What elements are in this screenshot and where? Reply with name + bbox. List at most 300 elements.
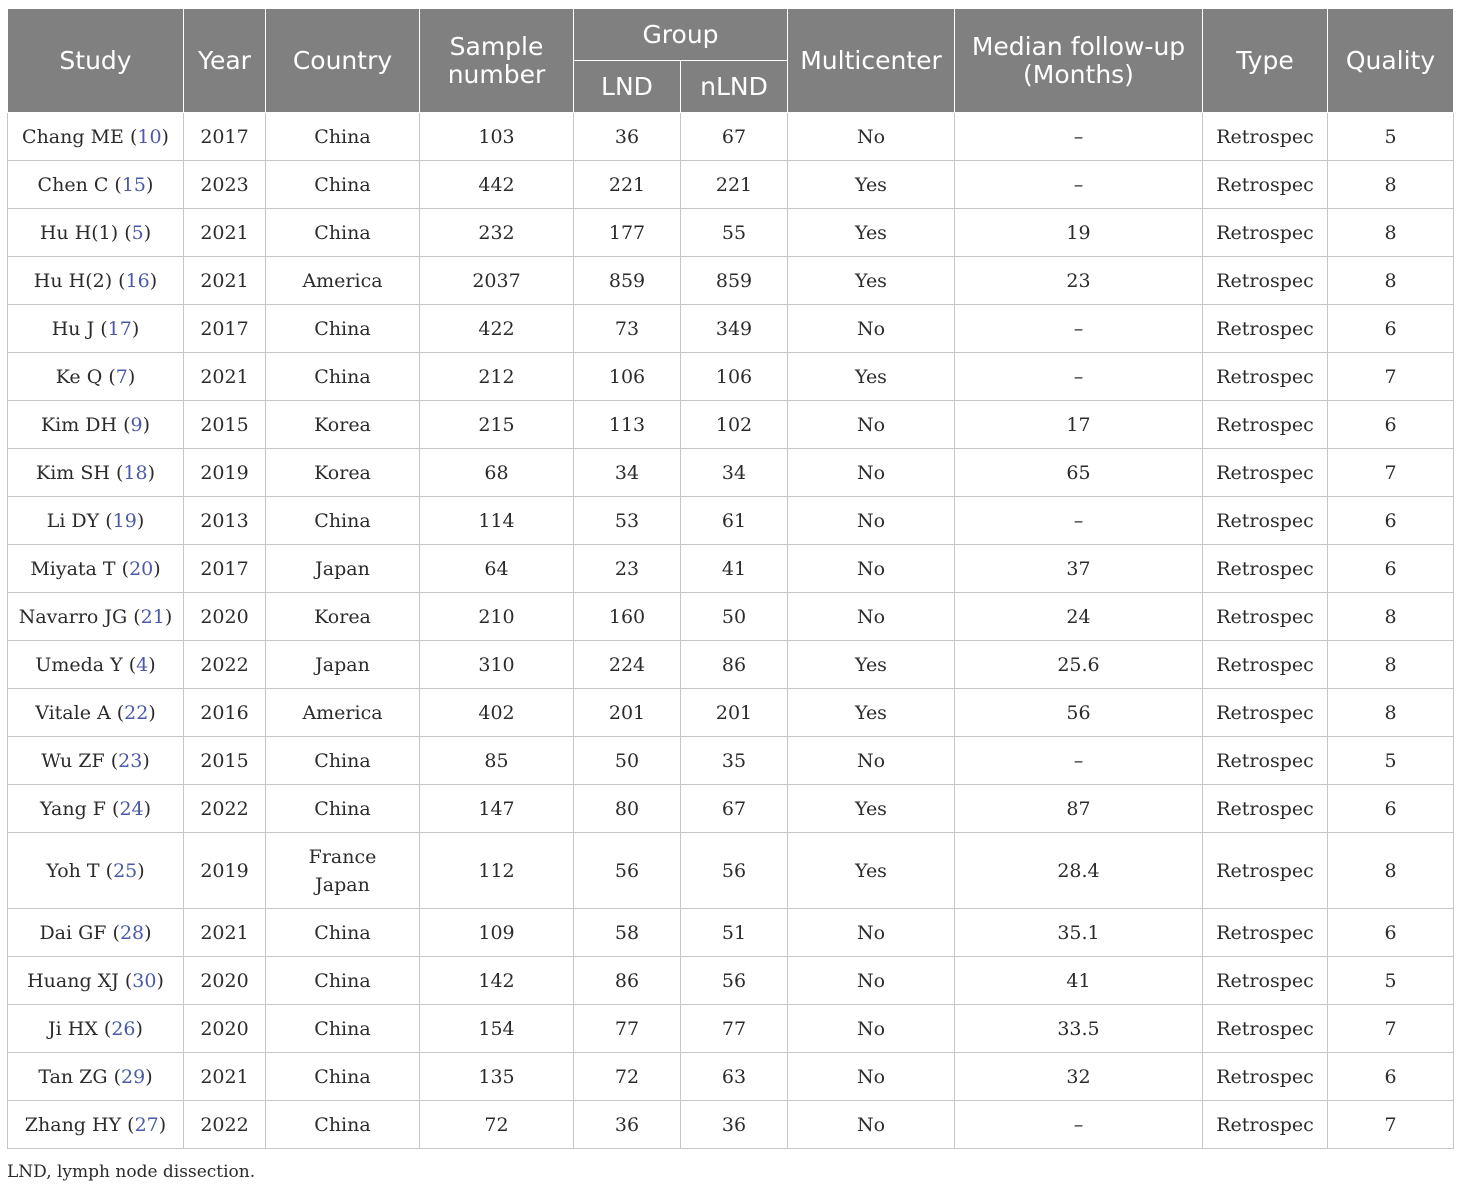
ref-close-paren: ) — [142, 749, 150, 772]
cell-median-followup: – — [955, 353, 1203, 401]
reference-link[interactable]: 17 — [107, 317, 132, 340]
cell-study — [8, 957, 184, 1005]
country-name: France — [308, 845, 377, 868]
cell-type: Retrospec — [1203, 737, 1328, 785]
cell-lnd: 160 — [574, 593, 681, 641]
cell-lnd: 53 — [574, 497, 681, 545]
cell-quality: 8 — [1328, 593, 1454, 641]
cell-year: 2021 — [184, 1053, 266, 1101]
cell-study — [8, 113, 184, 161]
ref-close-paren: ) — [131, 317, 140, 340]
study-table-container — [7, 8, 1453, 1149]
cell-quality: 7 — [1328, 353, 1454, 401]
cell-type: Retrospec — [1203, 909, 1328, 957]
ref-open-paren: ( — [109, 461, 124, 484]
table-row — [8, 257, 1454, 305]
ref-close-paren: ) — [148, 653, 156, 676]
cell-study — [8, 689, 184, 737]
cell-sample-number: 147 — [420, 785, 574, 833]
cell-type: Retrospec — [1203, 209, 1328, 257]
cell-study — [8, 257, 184, 305]
header-group: Group — [574, 9, 788, 61]
cell-nlnd: 51 — [681, 909, 788, 957]
cell-lnd: 56 — [574, 833, 681, 909]
cell-study — [8, 641, 184, 689]
cell-year: 2015 — [184, 737, 266, 785]
cell-study — [8, 737, 184, 785]
cell-lnd: 221 — [574, 161, 681, 209]
cell-year: 2017 — [184, 113, 266, 161]
cell-lnd: 58 — [574, 909, 681, 957]
cell-quality: 8 — [1328, 689, 1454, 737]
cell-sample-number: 85 — [420, 737, 574, 785]
reference-link[interactable]: 23 — [118, 749, 143, 772]
reference-link[interactable]: 9 — [130, 413, 143, 436]
cell-type: Retrospec — [1203, 957, 1328, 1005]
ref-close-paren: ) — [143, 221, 152, 244]
ref-close-paren: ) — [156, 969, 164, 992]
study-author: Hu H(1) — [39, 221, 119, 244]
cell-study — [8, 1101, 184, 1149]
header-multicenter: Multicenter — [788, 9, 955, 113]
cell-lnd: 859 — [574, 257, 681, 305]
cell-quality: 5 — [1328, 113, 1454, 161]
cell-study — [8, 909, 184, 957]
country-name: Korea — [314, 413, 371, 436]
ref-close-paren: ) — [147, 461, 155, 484]
cell-country — [266, 689, 420, 737]
table-row — [8, 689, 1454, 737]
ref-open-paren: ( — [112, 269, 126, 292]
cell-multicenter: No — [788, 957, 955, 1005]
cell-lnd: 36 — [574, 113, 681, 161]
cell-multicenter: No — [788, 305, 955, 353]
header-nlnd: nLND — [681, 61, 788, 113]
table-row — [8, 209, 1454, 257]
table-row — [8, 785, 1454, 833]
ref-open-paren: ( — [118, 221, 132, 244]
reference-link[interactable]: 21 — [140, 605, 165, 628]
cell-country — [266, 353, 420, 401]
study-author: Hu J — [51, 317, 95, 340]
country-name: China — [314, 1065, 371, 1088]
cell-type: Retrospec — [1203, 641, 1328, 689]
cell-lnd: 77 — [574, 1005, 681, 1053]
cell-year: 2020 — [184, 957, 266, 1005]
cell-type: Retrospec — [1203, 497, 1328, 545]
cell-multicenter: Yes — [788, 641, 955, 689]
cell-nlnd: 41 — [681, 545, 788, 593]
cell-country — [266, 1101, 420, 1149]
cell-study — [8, 305, 184, 353]
reference-link[interactable]: 10 — [137, 125, 162, 148]
country-name: China — [314, 509, 371, 532]
cell-median-followup: – — [955, 737, 1203, 785]
cell-multicenter: No — [788, 113, 955, 161]
cell-year: 2021 — [184, 353, 266, 401]
ref-close-paren: ) — [161, 125, 169, 148]
cell-year: 2015 — [184, 401, 266, 449]
cell-median-followup: 17 — [955, 401, 1203, 449]
cell-year: 2021 — [184, 257, 266, 305]
cell-lnd: 86 — [574, 957, 681, 1005]
table-row — [8, 545, 1454, 593]
cell-median-followup: 23 — [955, 257, 1203, 305]
ref-open-paren: ( — [106, 921, 120, 944]
study-author: Ke Q — [55, 365, 103, 388]
cell-quality: 7 — [1328, 449, 1454, 497]
cell-lnd: 36 — [574, 1101, 681, 1149]
ref-open-paren: ( — [122, 653, 137, 676]
cell-type: Retrospec — [1203, 449, 1328, 497]
table-row — [8, 737, 1454, 785]
cell-median-followup: 87 — [955, 785, 1203, 833]
ref-open-paren: ( — [107, 1065, 122, 1088]
reference-link[interactable]: 27 — [134, 1113, 159, 1136]
ref-open-paren: ( — [115, 557, 130, 580]
cell-type: Retrospec — [1203, 689, 1328, 737]
cell-multicenter: Yes — [788, 161, 955, 209]
cell-quality: 8 — [1328, 833, 1454, 909]
cell-sample-number: 402 — [420, 689, 574, 737]
cell-median-followup: – — [955, 1101, 1203, 1149]
study-author: Wu ZF — [41, 749, 105, 772]
country-name: China — [314, 125, 371, 148]
country-name-secondary: Japan — [315, 873, 370, 896]
cell-study — [8, 449, 184, 497]
cell-median-followup: 28.4 — [955, 833, 1203, 909]
study-author: Zhang HY — [24, 1113, 122, 1136]
cell-study — [8, 833, 184, 909]
reference-link[interactable]: 29 — [121, 1065, 146, 1088]
table-row — [8, 641, 1454, 689]
cell-lnd: 113 — [574, 401, 681, 449]
ref-close-paren: ) — [153, 557, 161, 580]
cell-quality: 6 — [1328, 785, 1454, 833]
ref-open-paren: ( — [97, 1017, 112, 1040]
cell-sample-number: 114 — [420, 497, 574, 545]
cell-quality: 5 — [1328, 737, 1454, 785]
cell-study — [8, 353, 184, 401]
table-row — [8, 593, 1454, 641]
cell-median-followup: 25.6 — [955, 641, 1203, 689]
country-name: America — [302, 701, 383, 724]
cell-country — [266, 257, 420, 305]
country-name: China — [314, 969, 371, 992]
cell-quality: 7 — [1328, 1005, 1454, 1053]
cell-study — [8, 545, 184, 593]
ref-open-paren: ( — [117, 413, 131, 436]
table-row — [8, 909, 1454, 957]
cell-nlnd: 36 — [681, 1101, 788, 1149]
cell-quality: 6 — [1328, 305, 1454, 353]
cell-study — [8, 497, 184, 545]
cell-country — [266, 1053, 420, 1101]
cell-type: Retrospec — [1203, 161, 1328, 209]
cell-sample-number: 109 — [420, 909, 574, 957]
reference-link[interactable]: 24 — [119, 797, 144, 820]
cell-year: 2022 — [184, 785, 266, 833]
country-name: China — [314, 173, 371, 196]
study-author: Chen C — [37, 173, 109, 196]
cell-sample-number: 215 — [420, 401, 574, 449]
ref-close-paren: ) — [148, 701, 156, 724]
table-row — [8, 353, 1454, 401]
cell-study — [8, 209, 184, 257]
cell-country — [266, 909, 420, 957]
study-author: Ji HX — [48, 1017, 98, 1040]
cell-type: Retrospec — [1203, 113, 1328, 161]
cell-lnd: 50 — [574, 737, 681, 785]
cell-nlnd: 35 — [681, 737, 788, 785]
ref-open-paren: ( — [110, 701, 125, 724]
reference-link[interactable]: 15 — [121, 173, 147, 196]
cell-quality: 6 — [1328, 497, 1454, 545]
country-name: China — [314, 797, 371, 820]
cell-median-followup: 65 — [955, 449, 1203, 497]
table-row — [8, 833, 1454, 909]
table-body — [8, 113, 1454, 1149]
ref-close-paren: ) — [145, 1065, 153, 1088]
cell-sample-number: 112 — [420, 833, 574, 909]
reference-link[interactable]: 16 — [125, 269, 150, 292]
cell-nlnd: 61 — [681, 497, 788, 545]
study-author: Li DY — [46, 509, 100, 532]
country-name: China — [314, 365, 371, 388]
table-row — [8, 305, 1454, 353]
cell-nlnd: 67 — [681, 113, 788, 161]
study-author: Kim SH — [36, 461, 110, 484]
cell-nlnd: 106 — [681, 353, 788, 401]
cell-nlnd: 349 — [681, 305, 788, 353]
cell-study — [8, 785, 184, 833]
study-characteristics-table — [7, 8, 1454, 1149]
header-type: Type — [1203, 9, 1328, 113]
cell-sample-number: 310 — [420, 641, 574, 689]
cell-sample-number: 72 — [420, 1101, 574, 1149]
cell-quality: 8 — [1328, 641, 1454, 689]
cell-study — [8, 1053, 184, 1101]
country-name: China — [314, 317, 371, 340]
ref-open-paren: ( — [99, 509, 113, 532]
cell-type: Retrospec — [1203, 1053, 1328, 1101]
cell-median-followup: – — [955, 497, 1203, 545]
study-author: Navarro JG — [18, 605, 128, 628]
ref-open-paren: ( — [105, 797, 120, 820]
cell-median-followup: 35.1 — [955, 909, 1203, 957]
ref-open-paren: ( — [94, 317, 108, 340]
cell-year: 2016 — [184, 689, 266, 737]
cell-sample-number: 212 — [420, 353, 574, 401]
reference-link[interactable]: 20 — [129, 557, 154, 580]
cell-lnd: 201 — [574, 689, 681, 737]
cell-lnd: 23 — [574, 545, 681, 593]
cell-median-followup: 24 — [955, 593, 1203, 641]
ref-open-paren: ( — [102, 365, 116, 388]
cell-sample-number: 422 — [420, 305, 574, 353]
cell-median-followup: – — [955, 113, 1203, 161]
study-author: Kim DH — [40, 413, 118, 436]
cell-nlnd: 63 — [681, 1053, 788, 1101]
cell-country — [266, 785, 420, 833]
reference-link[interactable]: 22 — [124, 701, 149, 724]
reference-link[interactable]: 18 — [123, 461, 148, 484]
cell-nlnd: 102 — [681, 401, 788, 449]
cell-quality: 8 — [1328, 161, 1454, 209]
cell-sample-number: 142 — [420, 957, 574, 1005]
cell-multicenter: Yes — [788, 209, 955, 257]
cell-year: 2019 — [184, 449, 266, 497]
cell-lnd: 80 — [574, 785, 681, 833]
cell-multicenter: No — [788, 593, 955, 641]
cell-multicenter: No — [788, 1101, 955, 1149]
cell-sample-number: 103 — [420, 113, 574, 161]
cell-year: 2013 — [184, 497, 266, 545]
ref-close-paren: ) — [146, 173, 154, 196]
cell-multicenter: No — [788, 449, 955, 497]
cell-multicenter: Yes — [788, 689, 955, 737]
cell-country — [266, 401, 420, 449]
cell-median-followup: 19 — [955, 209, 1203, 257]
cell-nlnd: 56 — [681, 957, 788, 1005]
cell-lnd: 224 — [574, 641, 681, 689]
cell-country — [266, 161, 420, 209]
reference-link[interactable]: 25 — [113, 859, 138, 882]
cell-multicenter: Yes — [788, 833, 955, 909]
cell-type: Retrospec — [1203, 305, 1328, 353]
cell-multicenter: No — [788, 545, 955, 593]
cell-year: 2023 — [184, 161, 266, 209]
cell-country — [266, 113, 420, 161]
country-name: Japan — [315, 653, 370, 676]
cell-type: Retrospec — [1203, 593, 1328, 641]
study-author: Yoh T — [46, 859, 100, 882]
cell-year: 2021 — [184, 209, 266, 257]
cell-quality: 6 — [1328, 401, 1454, 449]
header-study: Study — [8, 9, 184, 113]
country-name: America — [302, 269, 383, 292]
study-author: Chang ME — [22, 125, 124, 148]
ref-open-paren: ( — [127, 605, 141, 628]
cell-quality: 6 — [1328, 1053, 1454, 1101]
ref-open-paren: ( — [118, 969, 133, 992]
reference-link[interactable]: 28 — [119, 921, 145, 944]
cell-multicenter: No — [788, 497, 955, 545]
cell-study — [8, 593, 184, 641]
cell-nlnd: 859 — [681, 257, 788, 305]
cell-lnd: 34 — [574, 449, 681, 497]
study-author: Dai GF — [39, 921, 107, 944]
cell-study — [8, 161, 184, 209]
cell-sample-number: 154 — [420, 1005, 574, 1053]
cell-median-followup: 37 — [955, 545, 1203, 593]
ref-close-paren: ) — [127, 365, 136, 388]
cell-study — [8, 401, 184, 449]
header-lnd: LND — [574, 61, 681, 113]
cell-country — [266, 497, 420, 545]
reference-link[interactable]: 5 — [131, 221, 144, 244]
cell-year: 2017 — [184, 305, 266, 353]
reference-link[interactable]: 26 — [111, 1017, 136, 1040]
cell-quality: 6 — [1328, 909, 1454, 957]
country-name: China — [314, 749, 371, 772]
ref-close-paren: ) — [143, 797, 152, 820]
cell-nlnd: 34 — [681, 449, 788, 497]
cell-type: Retrospec — [1203, 1005, 1328, 1053]
cell-sample-number: 64 — [420, 545, 574, 593]
cell-quality: 8 — [1328, 257, 1454, 305]
table-footnote: LND, lymph node dissection. — [7, 1162, 256, 1182]
ref-close-paren: ) — [144, 921, 152, 944]
cell-year: 2022 — [184, 641, 266, 689]
cell-country — [266, 833, 420, 909]
cell-sample-number: 135 — [420, 1053, 574, 1101]
cell-country — [266, 737, 420, 785]
cell-nlnd: 77 — [681, 1005, 788, 1053]
cell-year: 2019 — [184, 833, 266, 909]
ref-open-paren: ( — [99, 859, 114, 882]
cell-sample-number: 442 — [420, 161, 574, 209]
cell-country — [266, 545, 420, 593]
country-name: China — [314, 1017, 371, 1040]
cell-median-followup: 33.5 — [955, 1005, 1203, 1053]
cell-year: 2022 — [184, 1101, 266, 1149]
cell-sample-number: 2037 — [420, 257, 574, 305]
reference-link[interactable]: 4 — [136, 653, 149, 676]
study-author: Miyata T — [30, 557, 116, 580]
cell-lnd: 73 — [574, 305, 681, 353]
cell-median-followup: 32 — [955, 1053, 1203, 1101]
cell-quality: 5 — [1328, 957, 1454, 1005]
cell-multicenter: No — [788, 737, 955, 785]
cell-nlnd: 55 — [681, 209, 788, 257]
ref-open-paren: ( — [104, 749, 119, 772]
cell-sample-number: 68 — [420, 449, 574, 497]
table-row — [8, 1053, 1454, 1101]
country-name: Japan — [315, 557, 370, 580]
cell-multicenter: Yes — [788, 785, 955, 833]
cell-sample-number: 210 — [420, 593, 574, 641]
study-author: Huang XJ — [27, 969, 119, 992]
study-author: Vitale A — [35, 701, 111, 724]
header-median-followup: Median follow-up (Months) — [955, 9, 1203, 113]
cell-country — [266, 593, 420, 641]
table-row — [8, 1005, 1454, 1053]
cell-year: 2017 — [184, 545, 266, 593]
reference-link[interactable]: 30 — [132, 969, 157, 992]
cell-multicenter: Yes — [788, 257, 955, 305]
cell-multicenter: No — [788, 401, 955, 449]
ref-open-paren: ( — [123, 125, 138, 148]
table-row — [8, 449, 1454, 497]
ref-close-paren: ) — [164, 605, 173, 628]
cell-type: Retrospec — [1203, 401, 1328, 449]
cell-type: Retrospec — [1203, 257, 1328, 305]
reference-link[interactable]: 7 — [115, 365, 128, 388]
ref-close-paren: ) — [136, 509, 145, 532]
cell-lnd: 177 — [574, 209, 681, 257]
header-year: Year — [184, 9, 266, 113]
cell-country — [266, 957, 420, 1005]
ref-open-paren: ( — [121, 1113, 135, 1136]
cell-multicenter: No — [788, 1053, 955, 1101]
reference-link[interactable]: 19 — [112, 509, 137, 532]
country-name: Korea — [314, 461, 371, 484]
country-name: Korea — [314, 605, 371, 628]
cell-type: Retrospec — [1203, 833, 1328, 909]
cell-nlnd: 221 — [681, 161, 788, 209]
country-name: China — [314, 1113, 371, 1136]
